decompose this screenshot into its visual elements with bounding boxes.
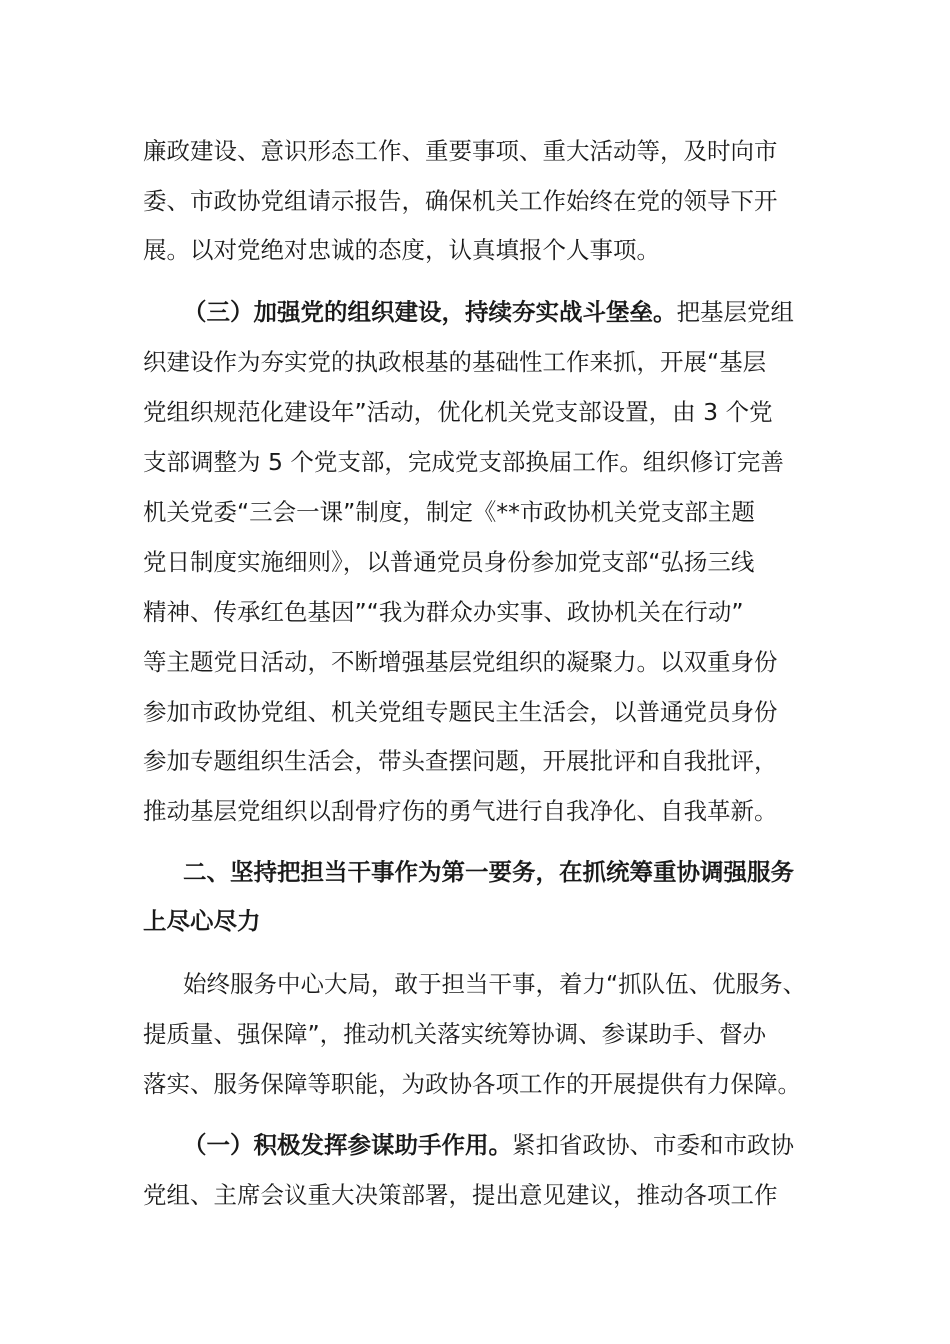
body-text-line: 参加市政协党组、机关党组专题民主生活会，以普通党员身份 xyxy=(143,698,778,726)
body-text-line: 落实、服务保障等职能，为政协各项工作的开展提供有力保障。 xyxy=(143,1070,801,1098)
body-text-line: 廉政建设、意识形态工作、重要事项、重大活动等，及时向市 xyxy=(143,137,778,165)
subsection-heading-line xyxy=(183,1130,794,1160)
body-text-line: 党组、主席会议重大决策部署，提出意见建议，推动各项工作 xyxy=(143,1181,778,1209)
body-text-line: 党日制度实施细则》，以普通党员身份参加党支部“弘扬三线 xyxy=(143,548,755,576)
subsection-heading-line xyxy=(183,297,794,327)
body-text-line: 始终服务中心大局，敢于担当干事，着力“抓队伍、优服务、 xyxy=(183,970,807,998)
body-text-run: 紧扣省政协、市委和市政协 xyxy=(512,1131,794,1159)
body-text-line: 织建设作为夯实党的执政根基的基础性工作来抓，开展“基层 xyxy=(143,348,767,376)
subsection-heading-3: （三）加强党的组织建设，持续夯实战斗堡垒。 xyxy=(183,298,677,326)
body-text-line: 支部调整为 5 个党支部，完成党支部换届工作。组织修订完善 xyxy=(143,448,784,476)
body-text-line: 推动基层党组织以刮骨疗伤的勇气进行自我净化、自我革新。 xyxy=(143,797,778,825)
body-text-line: 参加专题组织生活会，带头查摆问题，开展批评和自我批评， xyxy=(143,747,778,775)
body-text-line: 党组织规范化建设年”活动，优化机关党支部设置，由 3 个党 xyxy=(143,398,773,426)
section-heading-2: 二、坚持把担当干事作为第一要务，在抓统筹重协调强服务 xyxy=(183,858,794,886)
body-text-line: 提质量、强保障”，推动机关落实统筹协调、参谋助手、督办 xyxy=(143,1020,767,1048)
body-text-line: 等主题党日活动，不断增强基层党组织的凝聚力。以双重身份 xyxy=(143,648,778,676)
body-text-line: 机关党委“三会一课”制度，制定《**市政协机关党支部主题 xyxy=(143,498,755,526)
body-text-run: 把基层党组 xyxy=(676,298,794,326)
body-text-line: 展。以对党绝对忠诚的态度，认真填报个人事项。 xyxy=(143,236,660,264)
subsection-heading-1: （一）积极发挥参谋助手作用。 xyxy=(183,1131,512,1159)
body-text-line: 精神、传承红色基因”“我为群众办实事、政协机关在行动” xyxy=(143,598,744,626)
section-heading-2-cont: 上尽心尽力 xyxy=(143,907,261,935)
body-text-line: 委、市政协党组请示报告，确保机关工作始终在党的领导下开 xyxy=(143,187,778,215)
